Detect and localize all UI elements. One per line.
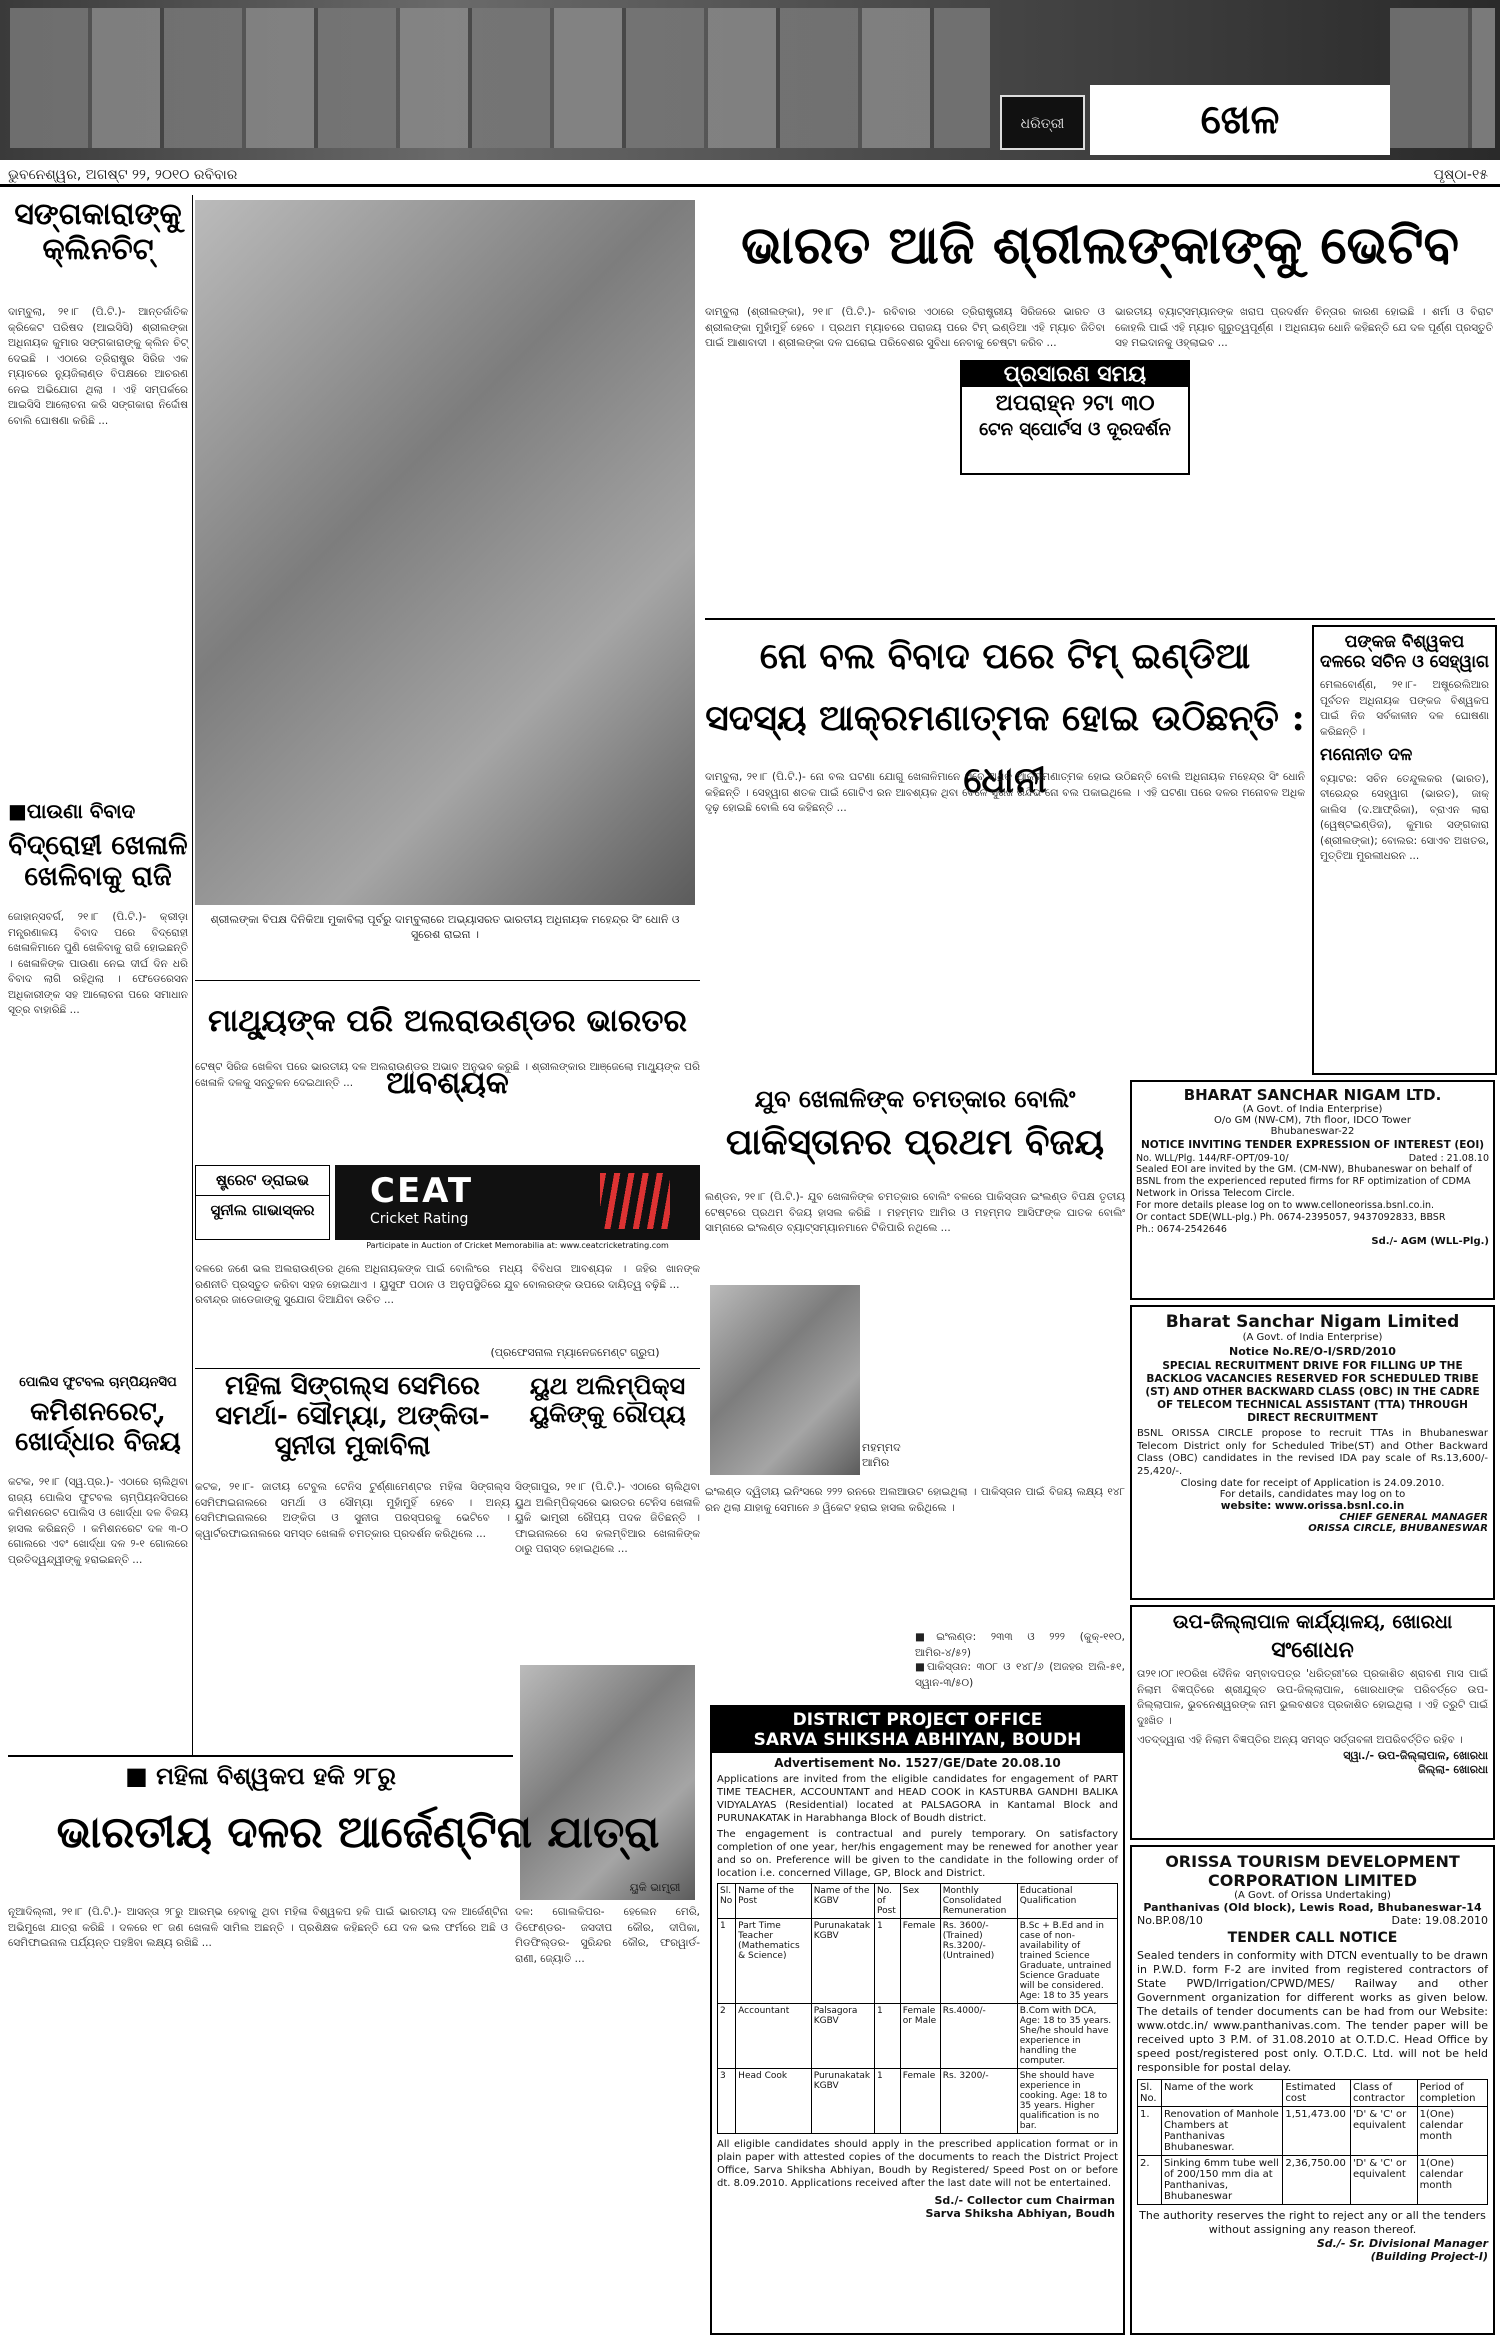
ssa-th: Educational Qualification [1017,1884,1117,1919]
pak-score-england: ■ଇଂଲଣ୍ଡ: ୨୩୩ ଓ ୨୨୨ (କୁକ୍-୧୧୦, ଆମିର-୪/୫୨) [915,1631,1125,1659]
hockey-kicker: ■ ମହିଳା ବିଶ୍ୱକପ ହକି ୨୮ରୁ [125,1761,396,1790]
column-byline [195,1165,330,1240]
bsnl-recruit-body: BSNL ORISSA CIRCLE propose to recruit TTAs in Bhubaneswar Telecom District only for Scheduled Tribe(ST) and Other Backward Class (OBC) candidates in the revised IDA pay scale of Rs.13,600/- 25,420/-. [1137,1428,1488,1477]
ssa-sign-2: Sarva Shiksha Abhiyan, Boudh [925,2207,1115,2220]
otdc-footer: The authority reserves the right to reject any or all the tenders without assigning any reason thereof. [1139,2209,1486,2236]
bsnl-eoi-notice: NOTICE INVITING TENDER EXPRESSION OF INTEREST (EOI) [1140,1139,1485,1151]
hockey-headline: ଭାରତୀୟ ଦଳର ଆର୍ଜେଣ୍ଟିନା ଯାତ୍ରା [56,1807,660,1858]
ssa-cell: 1 [874,1919,900,2004]
ssa-th: Sex [900,1884,940,1919]
bsnl-eoi-sub1: (A Govt. of India Enterprise) [1242,1104,1383,1115]
otdc-sign2: (Building Project-I) [1370,2250,1488,2263]
table-row [718,1919,1118,2004]
otdc-table [1137,2079,1488,2205]
otdc-cell: 1(One) calendar month [1417,2156,1487,2205]
otdc-ad [1130,1845,1495,2335]
womens-body: କଟକ, ୨୧।୮- ଜାତୀୟ ଟେବୁଲ ଟେନିସ ଟୁର୍ଣ୍ଣାମେଣ୍ଟର ମହିଳା ସିଙ୍ଗଲ୍ସ ସେମିଫାଇନାଲରେ ସମର୍ଥା ଓ ସୌମ୍ୟା ମୁହାଁମୁହିଁ ହେବେ । ଅନ୍ୟ ସେମିଫାଇନାଲରେ ଅଙ୍କିତା ଓ ସୁନୀତା ପରସ୍ପରକୁ ଭେଟିବେ । କ୍ୱାର୍ଟରଫାଇନାଲରେ ସମସ୍ତ ଖେଳାଳି ଚମତ୍କାର ପ୍ରଦର୍ଶନ କରିଥିଲେ ... [195,1481,510,1540]
otdc-cell: Sinking 6mm tube well of 200/150 mm dia at Panthanivas, Bhubaneswar [1162,2156,1283,2205]
khordha-ad [1130,1605,1495,1840]
khordha-sign1: ସ୍ୱା./- ଉପ-ଜିଲ୍ଲାପାଳ, ଖୋରଧା [1343,1748,1488,1762]
dateline-text: ଭୁବନେଶ୍ୱର, ଅଗଷ୍ଟ ୨୨, ୨୦୧୦ ରବିବାର [8,167,238,183]
ssa-th: No. of Post [874,1884,900,1919]
ssa-cell: Rs. 3200/- [940,2069,1017,2134]
otdc-title: ORISSA TOURISM DEVELOPMENT CORPORATION LIMITED [1165,1852,1460,1890]
otdc-th: Period of completion [1417,2080,1487,2107]
bsnl-recruit-details: For details, candidates may log on to [1219,1489,1406,1500]
ceat-brand: CEAT [370,1171,474,1211]
lead-headline: ଭାରତ ଆଜି ଶ୍ରୀଲଙ୍କାଙ୍କୁ ଭେଟିବ [741,215,1459,276]
womens-headline: ମହିଳା ସିଙ୍ଗଲ୍ସ ସେମିରେ ସମର୍ଥା- ସୌମ୍ୟା, ଅଙ୍କିତା-ସୁନୀତା ମୁକାବିଲା [215,1371,490,1461]
lead-photo-dhoni-raina [195,200,695,905]
otdc-sub: (A Govt. of Orissa Undertaking) [1234,1890,1391,1901]
bsnl-recruit-ad [1130,1305,1495,1600]
worldcup-lineup: ବ୍ୟାଟର: ସଚିନ ତେନ୍ଦୁଲକର (ଭାରତ), ବୀରେନ୍ଦ୍ର ସେହ୍ୱାଗ (ଭାରତ), ଜାକ୍ କାଲିସ (ଦ.ଆଫ୍ରିକା), ବ୍ରାଏନ ଲାରା (ୱେଷ୍ଟଇଣ୍ଡିଜ), କୁମାର ସଙ୍ଗକାରା (ଶ୍ରୀଲଙ୍କା); ବୋଲର: ସୋଏବ ଅଖତର, ମୁତ୍ତିଆ ମୁରଲୀଧରନ ... [1320,772,1489,863]
ceat-stripes-icon [600,1173,670,1229]
story-police-kicker: ପୋଲିସ ଫୁଟବଲ ଚାମ୍ପିୟନସିପ [19,1375,177,1390]
otdc-sign1: Sd./- Sr. Divisional Manager [1316,2237,1488,2250]
ssa-body-1: Applications are invited from the eligible candidates for engagement of PART TIME TEACHER, ACCOUNTANT and HEAD COOK in KASTURBA GANDHI BALIKA VIDYALAYAS (Residential) located at PALSAGORA in Kantamal Block and PURUNAKATAK in Harabhanga Block of Boudh district. [717,1774,1118,1824]
bsnl-eoi-body: Sealed EOI are invited by the GM. (CM-NW), Bhubaneswar on behalf of BSNL from the experienced reputed firms for RF optimization of CDMA Network in Orissa Telecom Circle. [1136,1164,1473,1199]
hockey-body: ନୂଆଦିଲ୍ଲୀ, ୨୧।୮ (ପି.ଟି.)- ଆସନ୍ତା ୨୮ରୁ ଆରମ୍ଭ ହେବାକୁ ଥିବା ମହିଳା ବିଶ୍ୱକପ ହକି ପାଇଁ ଭାରତୀୟ ଦଳ ଆର୍ଜେଣ୍ଟିନା ଅଭିମୁଖେ ଯାତ୍ରା କରିଛି । ଦଳରେ ୧୮ ଜଣ ଖେଳାଳି ସାମିଲ ଅଛନ୍ତି । ପ୍ରଶିକ୍ଷକ କହିଛନ୍ତି ଯେ ଦଳ ଭଲ ଫର୍ମରେ ଅଛି ଓ ସେମିଫାଇନାଲ ପର୍ଯ୍ୟନ୍ତ ପହଞ୍ଚିବା ଲକ୍ଷ୍ୟ ରଖିଛି ... [8,1906,508,1949]
bsnl-recruit-notice-no: Notice No.RE/O-I/SRD/2010 [1229,1345,1396,1358]
byline-name: ସୁନୀଲ ଗାଭାସ୍କର [210,1201,315,1220]
worldcup-headline: ପଙ୍କଜ ବିଶ୍ୱକପ ଦଳରେ ସଚିନ ଓ ସେହ୍ୱାଗ [1320,632,1490,672]
bsnl-eoi-contact: Or contact SDE(WLL-plg.) Ph. 0674-2395057, 9437092833, BBSR [1136,1212,1446,1223]
bsnl-recruit-closing: Closing date for receipt of Application is 24.09.2010. [1180,1478,1445,1489]
ssa-cell: Accountant [736,2004,812,2069]
ssa-body-2: The engagement is contractual and purely temporary. On satisfactory completion of one year, her/his engagement may be renewed for another year and so on. Preference will be given to the candidate in the following order of location i.e. concerned Village, GP, Block and District. [717,1829,1118,1879]
broadcast-channel: ଟେନ ସ୍ପୋର୍ଟସ ଓ ଦୂରଦର୍ଶନ [979,419,1171,441]
allrounder-body-3: ବୋଲିଂରେ ମଧ୍ୟ ବିବିଧତା ଆବଶ୍ୟକ । ଜହିର ଖାନଙ୍କ ଅନୁପସ୍ଥିତିରେ ଯୁବ ବୋଲରଙ୍କ ଉପରେ ଦାୟିତ୍ୱ ବଢ଼ିଛି ... [450,1263,700,1291]
lead-body-left: ଦାମ୍ବୁଲା (ଶ୍ରୀଲଙ୍କା), ୨୧।୮ (ପି.ଟି.)- ରବିବାର ଏଠାରେ ତ୍ରିରାଷ୍ଟ୍ରୀୟ ସିରିଜରେ ଭାରତ ଓ ଶ୍ରୀଲଙ୍କା ମୁହାଁମୁହିଁ ହେବେ । ପ୍ରଥମ ମ୍ୟାଚରେ ପରାଜୟ ପରେ ଟିମ୍ ଇଣ୍ଡିଆ ଏହି ମ୍ୟାଚ ଜିତିବା ପାଇଁ ଆଶାବାଦୀ । ଶ୍ରୀଲଙ୍କା ଦଳ ଘରୋଇ ପରିବେଶର ସୁବିଧା ନେବାକୁ ଚେଷ୍ଟା କରିବ ... [705,306,1105,349]
sports-photo-strip [10,8,990,148]
ssa-cell: Female [900,1919,940,2004]
ssa-th: Monthly Consolidated Remuneration [940,1884,1017,1919]
lead-body-right: ଭାରତୀୟ ବ୍ୟାଟ୍ସମ୍ୟାନଙ୍କ ଖରାପ ପ୍ରଦର୍ଶନ ଚିନ୍ତାର କାରଣ ହୋଇଛି । ଶର୍ମା ଓ ବିରାଟ କୋହଲି ପାଇଁ ଏହି ମ୍ୟାଚ ଗୁରୁତ୍ୱପୂର୍ଣ୍ଣ । ଅଧିନାୟକ ଧୋନି କହିଛନ୍ତି ଯେ ଦଳ ପୂର୍ଣ୍ଣ ପ୍ରସ୍ତୁତି ସହ ମଇଦାନକୁ ଓହ୍ଲାଇବ ... [1115,306,1493,349]
otdc-th: Estimated cost [1283,2080,1351,2107]
ssa-cell: B.Com with DCA, Age: 18 to 35 years. She/he should have experience in handling the computer. [1017,2004,1117,2069]
ssa-table-wrap [712,1883,1123,2134]
table-row [718,2069,1118,2134]
ssa-cell: Head Cook [736,2069,812,2134]
amir-photo [710,1285,860,1475]
yuki-caption: ୟୁକି ଭାମ୍ବ୍ରୀ [629,1881,681,1894]
bsnl-eoi-ref: No. WLL/Plg. 144/RF-OPT/09-10/ [1136,1153,1289,1164]
hockey-players: ଦଳ: ଗୋଲକିପର- ହେଲେନ ମେରି, ଡିଫେଣ୍ଡର- ଜସଦୀପ କୌର, ଦୀପିକା, ମିଡଫିଲ୍ଡର- ସୁରିନ୍ଦର କୌର, ଫରୱାର୍ଡ- ରାଣୀ, ଜ୍ୟୋତି ... [515,1906,700,1965]
pak-kicker: ଯୁବ ଖେଳାଳିଙ୍କ ଚମତ୍କାର ବୋଲିଂ [754,1084,1076,1113]
bsnl-recruit-title: Bharat Sanchar Nigam Limited [1165,1312,1460,1332]
dhoni-headline: ନୋ ବଲ ବିବାଦ ପରେ ଟିମ୍ ଇଣ୍ଡିଆ ସଦସ୍ୟ ଆକ୍ରମଣାତ୍ମକ ହୋଇ ଉଠିଛନ୍ତି : ଧୋନୀ [705,635,1305,801]
dateline-bar [0,165,1500,187]
worldcup-subhead: ମନୋନୀତ ଦଳ [1320,745,1413,766]
pak-body: ଲଣ୍ଡନ, ୨୧।୮ (ପି.ଟି.)- ଯୁବ ଖେଳାଳିଙ୍କ ଚମତ୍କାର ବୋଲିଂ ବଳରେ ପାକିସ୍ତାନ ଇଂଲଣ୍ଡ ବିପକ୍ଷ ତୃତୀୟ ଟେଷ୍ଟରେ ପ୍ରଥମ ବିଜୟ ହାସଲ କରିଛି । ମହମ୍ମଦ ଆମିର ଓ ମହମ୍ମଦ ଆସିଫଙ୍କ ଘାତକ ବୋଲିଂ ସାମ୍ନାରେ ଇଂଲଣ୍ଡ ବ୍ୟାଟ୍ସମ୍ୟାନମାନେ ଟିକିପାରି ନଥିଲେ ... [705,1191,1125,1234]
bsnl-recruit-head: SPECIAL RECRUITMENT DRIVE FOR FILLING UP THE BACKLOG VACANCIES RESERVED FOR SCHEDULED TRIBE (ST) AND OTHER BACKWARD CLASS (OBC) IN THE CADRE OF TELECOM TECHNICAL ASSISTANT (TTA) THROUGH DIRECT RECRUITMENT [1145,1360,1480,1424]
ssa-cell: Rs.4000/- [940,2004,1017,2069]
ceat-ad [335,1165,700,1240]
khordha-sign2: ଜିଲ୍ଲା- ଖୋରଧା [1418,1762,1488,1776]
pak-headline: ପାକିସ୍ତାନର ପ୍ରଥମ ବିଜୟ [725,1121,1105,1163]
ssa-cell: Female [900,2069,940,2134]
otdc-cell: 'D' & 'C' or equivalent [1351,2156,1418,2205]
ceat-note: Participate in Auction of Cricket Memorabilia at: www.ceatcricketrating.com [366,1241,669,1250]
amir-caption: ମହମ୍ମଦ ଆମିର [862,1441,901,1469]
bsnl-recruit-web: website: www.orissa.bsnl.co.in [1220,1500,1405,1512]
otdc-th: Class of contractor [1351,2080,1418,2107]
otdc-cell: 1(One) calendar month [1417,2107,1487,2156]
page-number: ପୃଷ୍ଠା-୧୫ [1433,167,1488,183]
story-police-headline: କମିଶନରେଟ୍, ଖୋର୍ଦ୍ଧାର ବିଜୟ [15,1397,181,1457]
bsnl-eoi-sign: Sd./- AGM (WLL-Plg.) [1371,1236,1489,1247]
worldcup-body: ମେଲବୋର୍ଣ୍ଣ, ୨୧।୮- ଅଷ୍ଟ୍ରେଲିଆର ପୂର୍ବତନ ଅଧିନାୟକ ପଙ୍କଜ ବିଶ୍ୱକପ ପାଇଁ ନିଜ ସର୍ବକାଳୀନ ଦଳ ଘୋଷଣା କରିଛନ୍ତି । [1320,679,1489,738]
ssa-cell: She should have experience in cooking. Age: 18 to 35 years. Higher qualification is no bar. [1017,2069,1117,2134]
worldcup-box [1312,625,1497,1075]
ssa-cell: 1 [718,1919,736,2004]
allrounder-credit: (ପ୍ରଫେସନାଲ ମ୍ୟାନେଜମେଣ୍ଟ ଗ୍ରୁପ) [490,1346,660,1359]
otdc-th: Sl. No. [1138,2080,1162,2107]
bsnl-eoi-sub3: Bhubaneswar-22 [1270,1126,1355,1137]
otdc-cell: 1. [1138,2107,1162,2156]
story-sangakkara-body: ଦାମ୍ବୁଲା, ୨୧।୮ (ପି.ଟି.)- ଆନ୍ତର୍ଜାତିକ କ୍ରିକେଟ ପରିଷଦ (ଆଇସିସି) ଶ୍ରୀଲଙ୍କା ଅଧିନାୟକ କୁମାର ସଙ୍ଗକାରାଙ୍କୁ କ୍ଲିନ ଚିଟ୍ ଦେଇଛି । ଏଠାରେ ତ୍ରିରାଷ୍ଟ୍ର ସିରିଜ ଏକ ମ୍ୟାଚରେ ନ୍ୟୁଜିଲାଣ୍ଡ ବିପକ୍ଷରେ ଆଚରଣ ନେଇ ଅଭିଯୋଗ ଥିଲା । ଏହି ସମ୍ପର୍କରେ ଆଇସିସି ଆଲୋଚନା କରି ସଙ୍ଗକାରା ନିର୍ଦ୍ଦୋଷ ବୋଲି ଘୋଷଣା କରିଛି ... [8,306,188,427]
otdc-cell: 2. [1138,2156,1162,2205]
allrounder-body-2: ଦଳରେ ଜଣେ ଭଲ ଅଲରାଉଣ୍ଡର ଥିଲେ ଅଧିନାୟକଙ୍କ ପାଇଁ ରଣନୀତି ପ୍ରସ୍ତୁତ କରିବା ସହଜ ହୋଇଥାଏ । ୟୁସୁଫ ପଠାନ ଓ ରବୀନ୍ଦ୍ର ଜାଡେଜାଙ୍କୁ ସୁଯୋଗ ଦିଆଯିବା ଉଚିତ ... [195,1263,445,1306]
bsnl-eoi-date: Dated : 21.08.10 [1408,1153,1489,1164]
rule [8,1755,513,1757]
bsnl-eoi-ph: Ph.: 0674-2542646 [1136,1224,1227,1235]
bsnl-eoi-refline [1136,1153,1489,1164]
ssa-cell: B.Sc + B.Ed and in case of non-availability of trained Science Graduate, untrained Science Graduate will be considered. Age: 18 to 35 years [1017,1919,1117,2004]
youth-headline: ୟୁଥ ଅଲିମ୍ପିକ୍ସ ୟୁକିଙ୍କୁ ରୌପ୍ୟ [529,1371,686,1428]
ssa-th: Sl. No [718,1884,736,1919]
otdc-date: Date: 19.08.2010 [1391,1914,1488,1927]
ssa-cell: 2 [718,2004,736,2069]
ssa-th: Name of the Post [736,1884,812,1919]
dhoni-body: ଦାମ୍ବୁଲା, ୨୧।୮ (ପି.ଟି.)- ନୋ ବଲ ଘଟଣା ଯୋଗୁ ଖେଳାଳିମାନେ ଏବେ ଅଧିକ ଆକ୍ରମଣାତ୍ମକ ହୋଇ ଉଠିଛନ୍ତି ବୋଲି ଅଧିନାୟକ ମହେନ୍ଦ୍ର ସିଂ ଧୋନି କହିଛନ୍ତି । ସେହ୍ୱାଗ ଶତକ ପାଇଁ ଗୋଟିଏ ରନ ଆବଶ୍ୟକ ଥିବା ବେଳେ ସୁରଜ ରନ୍ଦିଭ ନୋ ବଲ ପକାଇଥିଲେ । ଏହି ଘଟଣା ପରେ ଦଳର ମନୋବଳ ଅଧିକ ଦୃଢ଼ ହୋଇଛି ବୋଲି ସେ କହିଛନ୍ତି ... [705,771,1305,814]
story-rebel-body: ଜୋହାନ୍ସବର୍ଗ, ୨୧।୮ (ପି.ଟି.)- କ୍ରୀଡ଼ା ମନ୍ତ୍ରଣାଳୟ ବିବାଦ ପରେ ବିଦ୍ରୋହୀ ଖେଳାଳିମାନେ ପୁଣି ଖେଳିବାକୁ ରାଜି ହୋଇଛନ୍ତି । ଖେଳାଳିଙ୍କ ପାଉଣା ନେଇ ଦୀର୍ଘ ଦିନ ଧରି ବିବାଦ ଲାଗି ରହିଥିଲା । ଫେଡେରେସନ ଅଧିକାରୀଙ୍କ ସହ ଆଲୋଚନା ପରେ ସମାଧାନ ସୂତ୍ର ବାହାରିଛି ... [8,911,188,1016]
bsnl-eoi-ad [1130,1080,1495,1300]
rule [195,980,700,981]
byline-label: ଷ୍ଟ୍ରେଟ ଡ୍ରାଇଭ [196,1166,329,1196]
sports-photo-strip-right [1390,8,1495,148]
ssa-table-header [718,1884,1118,1919]
youth-body: ସିଙ୍ଗାପୁର, ୨୧।୮ (ପି.ଟି.)- ଏଠାରେ ଚାଲିଥିବା ୟୁଥ ଅଲିମ୍ପିକ୍ସରେ ଭାରତର ଟେନିସ ଖେଳାଳି ୟୁକି ଭାମ୍ବ୍ରୀ ରୌପ୍ୟ ପଦକ ଜିତିଛନ୍ତି । ଫାଇନାଲରେ ସେ କଲମ୍ବିଆର ଖେଳାଳିଙ୍କ ଠାରୁ ପରାସ୍ତ ହୋଇଥିଲେ ... [515,1481,700,1555]
table-row [1138,2156,1488,2205]
column-divider [192,195,193,1755]
ssa-cell: 3 [718,2069,736,2134]
ssa-adv-no: Advertisement No. 1527/GE/Date 20.08.10 [774,1756,1061,1770]
broadcast-time: ଅପରାହ୍ନ ୨ଟା ୩୦ [995,390,1155,416]
bsnl-recruit-sign1: CHIEF GENERAL MANAGER [1339,1512,1488,1523]
story-rebel-headline: ବିଦ୍ରୋହୀ ଖେଳାଳି ଖେଳିବାକୁ ରାଜି [8,830,188,893]
ssa-cell: Part Time Teacher (Mathematics & Science) [736,1919,812,2004]
otdc-cell: 'D' & 'C' or equivalent [1351,2107,1418,2156]
section-title: ଖେଳ [1090,85,1390,155]
otdc-body: Sealed tenders in conformity with DTCN eventually to be drawn in P.W.D. form F-2 are invited from registered contractors of State PWD/Irrigation/CPWD/MES/ Railway and other Government organization for different works as given below. The details of tender documents can be had from our Website: www.otdc.in/ www.panthanivas.com. The tender paper will be received upto 3 P.M. of 31.08.2010 at O.T.D.C. Head Office by speed post/registered post only. O.T.D.C. Ltd. will not be held responsible for postal delay. [1137,1949,1488,2074]
ssa-body-3: All eligible candidates should apply in the prescribed application format or in plain paper with attested copies of the documents to reach the District Project Office, Sarva Shiksha Abhiyan, Boudh by Registered/ Speed Post on or before dt. 8.09.2010. Applications received after the last date will not be entertained. [717,2139,1118,2189]
ssa-cell: 1 [874,2069,900,2134]
broadcast-label: ପ୍ରସାରଣ ସମୟ [962,362,1188,387]
ssa-title-1: DISTRICT PROJECT OFFICE [712,1707,1123,1730]
ssa-table [717,1883,1118,2134]
otdc-cell: Renovation of Manhole Chambers at Panthanivas Bhubaneswar. [1162,2107,1283,2156]
ssa-cell: Palsagora KGBV [811,2004,874,2069]
broadcast-box [960,360,1190,475]
table-row [718,2004,1118,2069]
bsnl-recruit-sign2: ORISSA CIRCLE, BHUBANESWAR [1308,1523,1488,1534]
lead-photo-caption: ଶ୍ରୀଲଙ୍କା ବିପକ୍ଷ ଦିନିକିଆ ମୁକାବିଲା ପୂର୍ବରୁ ଦାମ୍ବୁଲାରେ ଅଭ୍ୟାସରତ ଭାରତୀୟ ଅଧିନାୟକ ମହେନ୍ଦ୍ର ସିଂ ଧୋନି ଓ ସୁରେଶ ରାଇନା । [210,913,680,941]
bsnl-recruit-sub: (A Govt. of India Enterprise) [1242,1332,1383,1343]
pak-score-pakistan: ■ପାକିସ୍ତାନ: ୩୦୮ ଓ ୧୪୮/୬ (ଅଜହର ଅଲି-୫୧, ସ୍ୱାନ-୩/୫୦) [915,1661,1125,1689]
paper-logo: ଧରିତ୍ରୀ [1000,95,1085,150]
rule [705,618,1495,620]
ssa-cell: Female or Male [900,2004,940,2069]
otdc-ref: No.BP.08/10 [1137,1914,1203,1927]
story-sangakkara-headline: ସଙ୍ଗକାରାଙ୍କୁ କ୍ଲିନଚିଟ୍ [14,197,182,267]
pak-body-2: ଇଂଲଣ୍ଡ ଦ୍ୱିତୀୟ ଇନିଂସରେ ୨୨୨ ରନରେ ଅଲଆଉଟ ହୋଇଥିଲା । ପାକିସ୍ତାନ ପାଇଁ ବିଜୟ ଲକ୍ଷ୍ୟ ୧୪୮ ରନ ଥିଲା ଯାହାକୁ ସେମାନେ ୬ ୱିକେଟ ହରାଇ ହାସଲ କରିଥିଲେ । [705,1486,1125,1514]
otdc-cell: 2,36,750.00 [1283,2156,1351,2205]
ssa-cell: Purunakatak KGBV [811,1919,874,2004]
table-row [1138,2107,1488,2156]
story-police-body: କଟକ, ୨୧।୮ (ସ୍ୱ.ପ୍ର.)- ଏଠାରେ ଚାଲିଥିବା ରାଜ୍ୟ ପୋଲିସ ଫୁଟବଲ ଚାମ୍ପିୟନସିପରେ କମିଶନରେଟ ପୋଲିସ ଓ ଖୋର୍ଦ୍ଧା ଦଳ ବିଜୟ ହାସଲ କରିଛନ୍ତି । କମିଶନରେଟ ଦଳ ୩-୦ ଗୋଲରେ ଏବଂ ଖୋର୍ଦ୍ଧା ଦଳ ୨-୧ ଗୋଲରେ ପ୍ରତିଦ୍ୱନ୍ଦ୍ୱୀଙ୍କୁ ହରାଇଛନ୍ତି ... [8,1476,188,1566]
khordha-body: ତା୨୧।୦୮।୧୦ରିଖ ଦୈନିକ ସମ୍ବାଦପତ୍ର 'ଧରିତ୍ରୀ'ରେ ପ୍ରକାଶିତ ଶ୍ରାବଣ ମାସ ପାଇଁ ନିଲାମ ବିଜ୍ଞପ୍ତିରେ ଶ୍ରୀଯୁକ୍ତ ଉପ-ଜିଲ୍ଲାପାଳ, ଖୋରଧାଙ୍କ ପରିବର୍ତ୍ତେ ଉପ-ଜିଲ୍ଲାପାଳ, ଭୁବନେଶ୍ୱରଙ୍କ ନାମ ଭୁଲବଶତଃ ପ୍ରକାଶିତ ହୋଇଥିଲା । ଏହି ତ୍ରୁଟି ପାଇଁ ଦୁଃଖିତ । [1137,1668,1488,1727]
allrounder-body-1: ଟେଷ୍ଟ ସିରିଜ ଖେଳିବା ପରେ ଭାରତୀୟ ଦଳ ଅଲରାଉଣ୍ଡର ଅଭାବ ଅନୁଭବ କରୁଛି । ଶ୍ରୀଲଙ୍କାର ଆଞ୍ଜେଲୋ ମାଥ୍ୟୁଙ୍କ ପରି ଖେଳାଳି ଦଳକୁ ସନ୍ତୁଳନ ଦେଇଥାନ୍ତି ... [195,1061,700,1089]
ceat-subtitle: Cricket Rating [370,1211,469,1227]
rule [195,1368,700,1369]
otdc-addr: Panthanivas (Old block), Lewis Road, Bhubaneswar-14 [1143,1901,1482,1914]
ssa-th: Name of the KGBV [811,1884,874,1919]
khordha-title: ଉପ-ଜିଲ୍ଲାପାଳ କାର୍ଯ୍ୟାଳୟ, ଖୋରଧା [1172,1611,1453,1633]
ssa-title-2: SARVA SHIKSHA ABHIYAN, BOUDH [712,1730,1123,1753]
ssa-cell: 1 [874,2004,900,2069]
khordha-note: ଏତଦ୍‌ଦ୍ୱାରା ଏହି ନିଲାମ ବିଜ୍ଞପ୍ତିର ଅନ୍ୟ ସମସ୍ତ ସର୍ତ୍ତାବଳୀ ଅପରିବର୍ତ୍ତିତ ରହିବ । [1137,1734,1463,1747]
otdc-th: Name of the work [1162,2080,1283,2107]
story-rebel-kicker: ■ପାଉଣା ବିବାଦ [8,799,136,823]
otdc-cell: 1,51,473.00 [1283,2107,1351,2156]
ssa-sign-1: Sd./- Collector cum Chairman [934,2194,1115,2207]
allrounder-headline: ମାଥ୍ୟୁଙ୍କ ପରି ଅଲରାଉଣ୍ଡର ଭାରତର ଆବଶ୍ୟକ [207,1003,688,1101]
bsnl-eoi-sub2: O/o GM (NW-CM), 7th floor, IDCO Tower [1214,1115,1411,1126]
ssa-cell: Rs. 3600/- (Trained) Rs.3200/- (Untrained) [940,1919,1017,2004]
khordha-head: ସଂଶୋଧନ [1271,1636,1354,1663]
otdc-table-header [1138,2080,1488,2107]
ssa-ad [710,1705,1125,2335]
bsnl-eoi-title: BHARAT SANCHAR NIGAM LTD. [1183,1086,1442,1104]
bsnl-eoi-web: For more details please log on to www.celloneorissa.bsnl.co.in. [1136,1200,1435,1211]
otdc-refline [1137,1914,1488,1927]
ssa-cell: Purunakatak KGBV [811,2069,874,2134]
otdc-notice: TENDER CALL NOTICE [1227,1930,1398,1946]
